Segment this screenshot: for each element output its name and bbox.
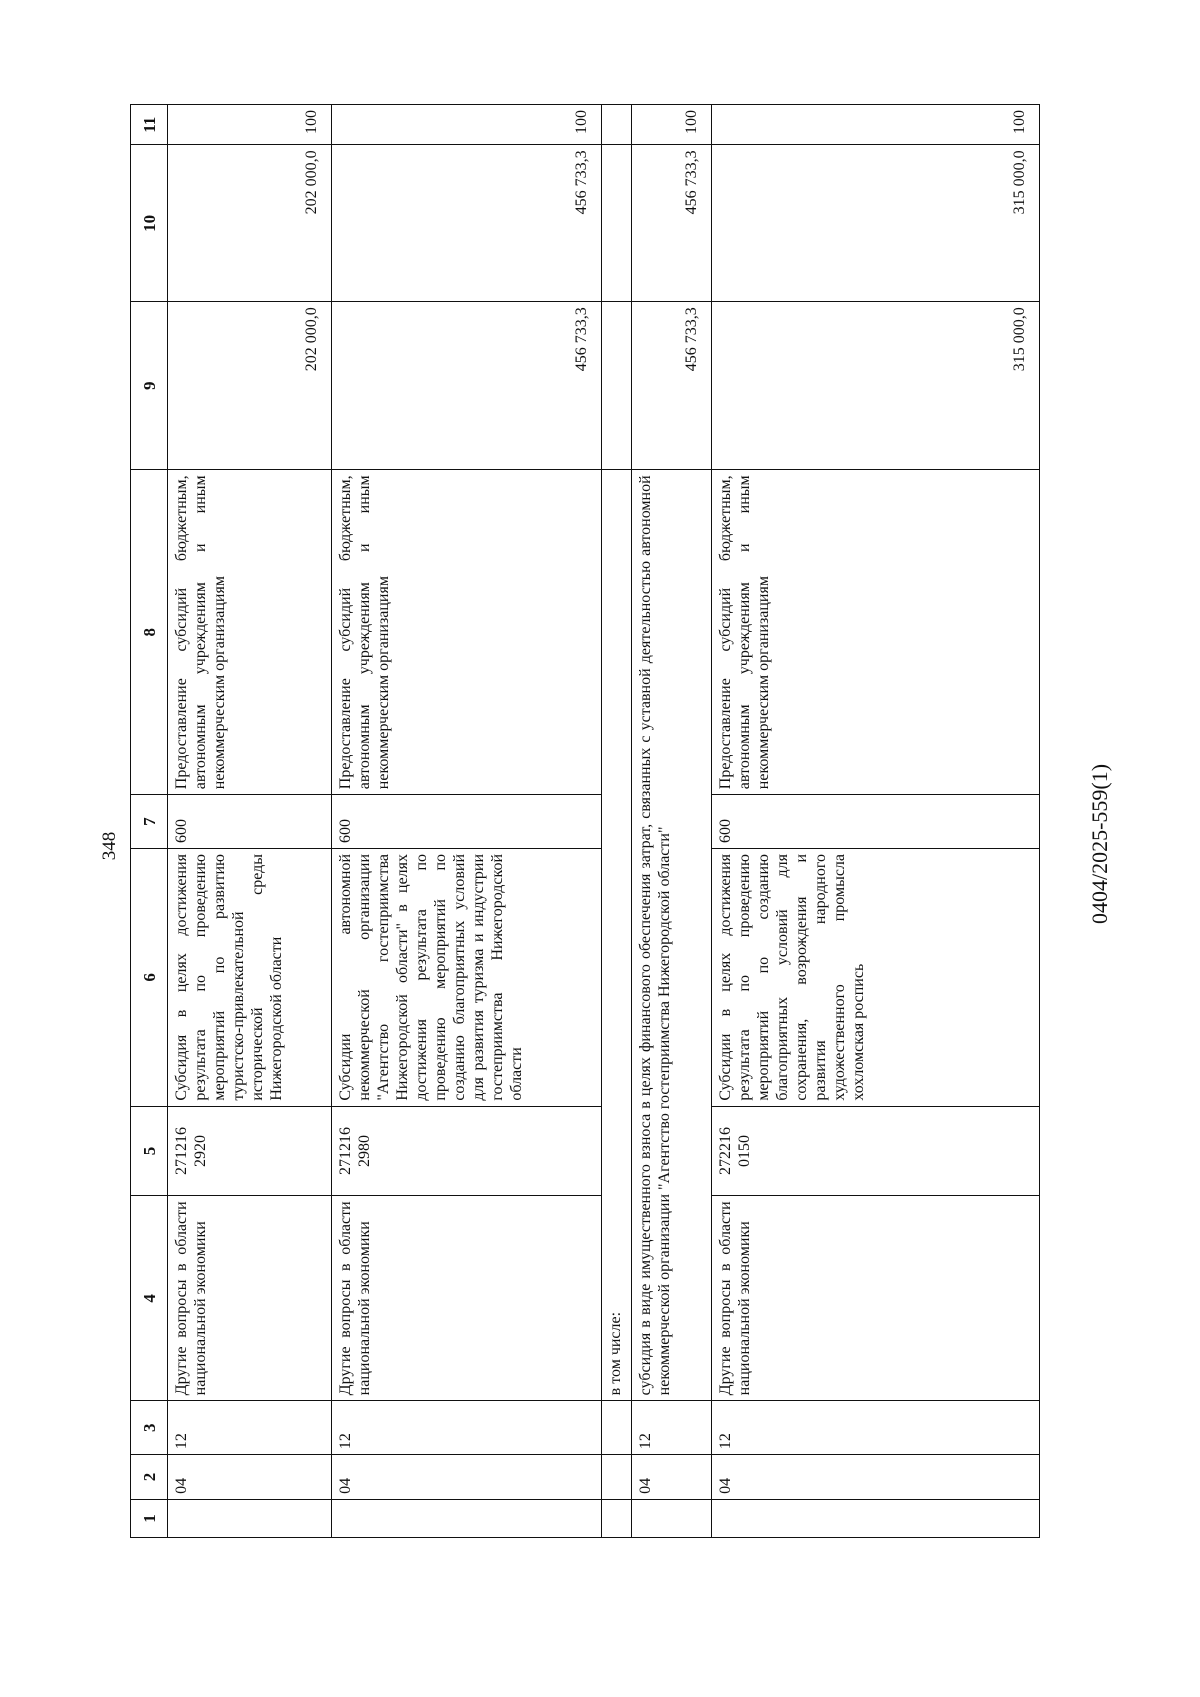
cell-target-name: Субсидии автономной некоммерческой организации "Агентство гостеприимства Нижегородской области" в целях достижения результата по проведению мероприятий по созданию благоприятных условий для развития туризма и индустрии гостеприимства Нижегородской области [332, 848, 602, 1106]
cell-target-code: 271216 2920 [168, 1106, 332, 1196]
cell-section: 04 [712, 1455, 1040, 1500]
cell-amount-9: 456 733,3 [632, 302, 712, 470]
cell-expense-type: 600 [168, 795, 332, 849]
col-header-11: 11 [131, 105, 168, 145]
cell-subsection: 12 [632, 1401, 712, 1455]
col-header-8: 8 [131, 470, 168, 795]
table-row [332, 105, 602, 1538]
cell-subsection: 12 [168, 1401, 332, 1455]
cell-amount-10: 456 733,3 [632, 145, 712, 302]
budget-table [130, 104, 1040, 1538]
cell-expense-type: 600 [712, 795, 1040, 849]
col-header-6: 6 [131, 848, 168, 1106]
cell-expense-name: Предоставление субсидий бюджетным, автономным учреждениям и иным некоммерческим организациям [332, 470, 602, 795]
cell-subsection: 12 [712, 1401, 1040, 1455]
cell-section-name: Другие вопросы в области национальной экономики [712, 1196, 1040, 1401]
col-header-3: 3 [131, 1401, 168, 1455]
cell-expense-name: Предоставление субсидий бюджетным, автономным учреждениям и иным некоммерческим организациям [168, 470, 332, 795]
cell-target-name: Субсидии в целях достижения результата по проведению мероприятий по созданию благоприятных условий для сохранения, возрождения и развития народного художественного промысла хохломская роспись [712, 848, 1040, 1106]
cell-amount-10: 315 000,0 [712, 145, 1040, 302]
table-container [130, 104, 1040, 1538]
cell-target-code: 271216 2980 [332, 1106, 602, 1196]
cell-subsection: 12 [332, 1401, 602, 1455]
cell-percent: 100 [332, 105, 602, 145]
cell-amount-9: 456 733,3 [332, 302, 602, 470]
cell-section: 04 [332, 1455, 602, 1500]
cell-amount-9: 315 000,0 [712, 302, 1040, 470]
header-row [131, 105, 168, 1538]
table-row [712, 105, 1040, 1538]
cell-percent: 100 [168, 105, 332, 145]
col-header-2: 2 [131, 1455, 168, 1500]
col-header-4: 4 [131, 1196, 168, 1401]
subsidy-row [632, 105, 712, 1538]
cell-section-name: Другие вопросы в области национальной экономики [168, 1196, 332, 1401]
col-header-10: 10 [131, 145, 168, 302]
cell-target-code: 272216 0150 [712, 1106, 1040, 1196]
cell-expense-type: 600 [332, 795, 602, 849]
col-header-1: 1 [131, 1499, 168, 1537]
cell-percent: 100 [712, 105, 1040, 145]
cell-c1 [168, 1499, 332, 1537]
cell-amount-9: 202 000,0 [168, 302, 332, 470]
cell-section: 04 [168, 1455, 332, 1500]
col-header-9: 9 [131, 302, 168, 470]
cell-amount-10: 202 000,0 [168, 145, 332, 302]
subheader-text: в том числе: [602, 470, 632, 1401]
cell-expense-name: Предоставление субсидий бюджетным, автономным учреждениям и иным некоммерческим организациям [712, 470, 1040, 795]
cell-subsidy-text: субсидия в виде имущественного взноса в целях финансового обеспечения затрат, связанных с уставной деятельностью автономной некоммерческой организации "Агентство гостеприимства Нижегородской области" [632, 470, 712, 1401]
cell-c1 [332, 1499, 602, 1537]
cell-section: 04 [632, 1455, 712, 1500]
table-row [168, 105, 332, 1538]
col-header-5: 5 [131, 1106, 168, 1196]
document-code: 0404/2025-559(1) [1087, 763, 1112, 925]
cell-percent: 100 [632, 105, 712, 145]
subheader-row [602, 105, 632, 1538]
cell-section-name: Другие вопросы в области национальной экономики [332, 1196, 602, 1401]
page-number: 348 [99, 831, 120, 861]
cell-amount-10: 456 733,3 [332, 145, 602, 302]
col-header-7: 7 [131, 795, 168, 849]
cell-target-name: Субсидия в целях достижения результата по проведению мероприятий по развитию туристско-привлекательной исторической среды Нижегородской области [168, 848, 332, 1106]
